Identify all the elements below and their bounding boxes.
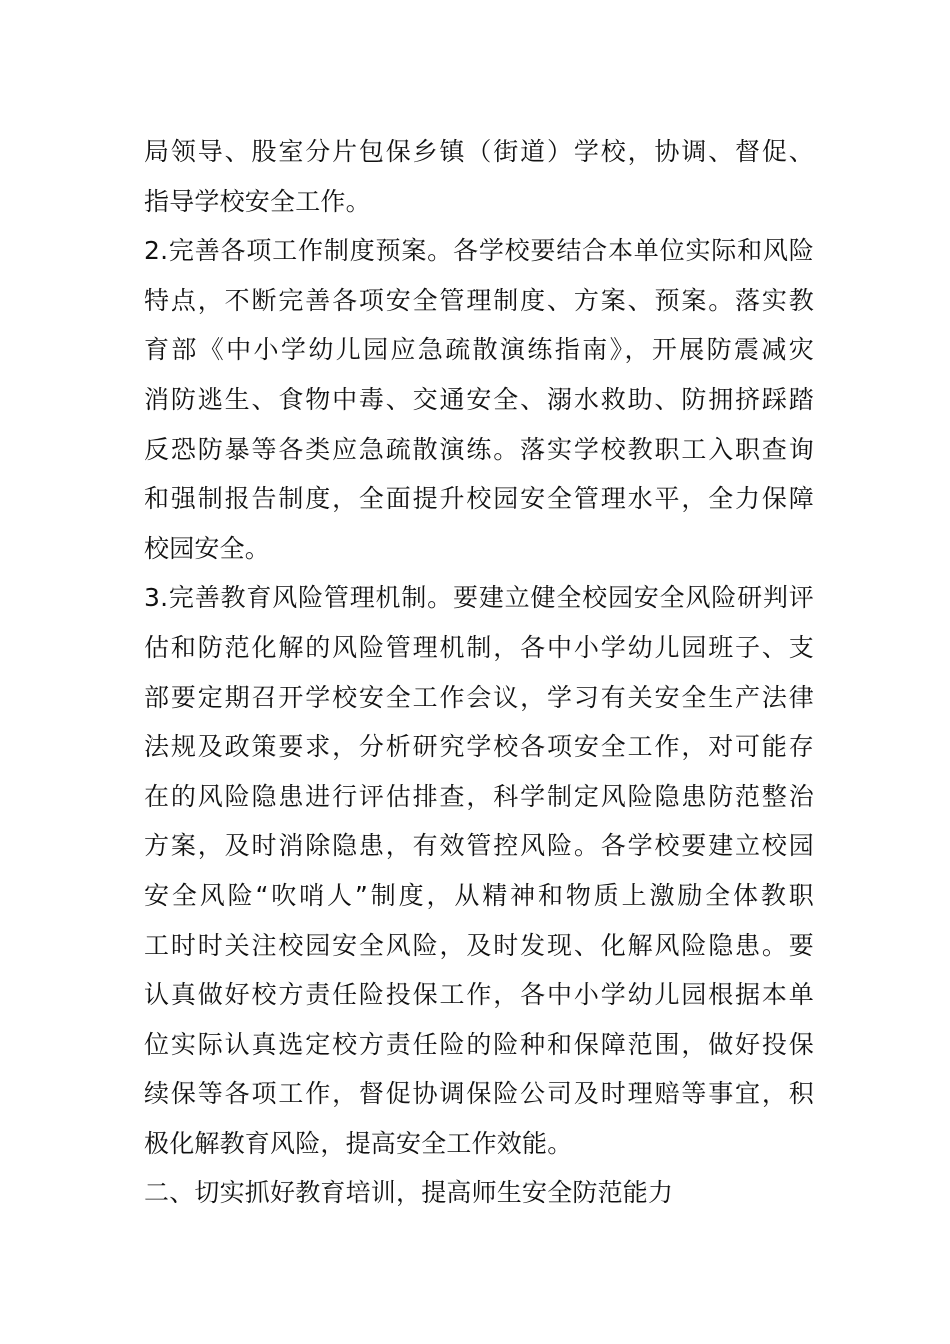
text-line: 工时时关注校园安全风险，及时发现、化解风险隐患。要 xyxy=(144,930,814,960)
body-text xyxy=(144,127,814,1218)
text-line: 续保等各项工作，督促协调保险公司及时理赔等事宜，积 xyxy=(144,1079,814,1109)
text-line: 法规及政策要求，分析研究学校各项安全工作，对可能存 xyxy=(144,732,814,762)
text-line: 部要定期召开学校安全工作会议，学习有关安全生产法律 xyxy=(144,682,814,712)
text-line: 局领导、股室分片包保乡镇（街道）学校，协调、督促、 xyxy=(144,137,814,166)
text-line: 特点，不断完善各项安全管理制度、方案、预案。落实教 xyxy=(144,285,814,315)
text-line: 位实际认真选定校方责任险的险种和保障范围，做好投保 xyxy=(144,1029,814,1059)
text-line: 方案，及时消除隐患，有效管控风险。各学校要建立校园 xyxy=(144,831,814,861)
text-line: 2.完善各项工作制度预案。各学校要结合本单位实际和风险 xyxy=(144,236,814,266)
text-line: 校园安全。 xyxy=(144,533,271,563)
text-line: 指导学校安全工作。 xyxy=(144,186,371,216)
text-line: 安全风险“吹哨人”制度，从精神和物质上激励全体教职 xyxy=(144,880,814,910)
text-line: 3.完善教育风险管理机制。要建立健全校园安全风险研判评 xyxy=(144,583,814,613)
text-line: 估和防范化解的风险管理机制，各中小学幼儿园班子、支 xyxy=(144,632,814,662)
text-line: 在的风险隐患进行评估排查，科学制定风险隐患防范整治 xyxy=(144,781,814,811)
text-line: 消防逃生、食物中毒、交通安全、溺水救助、防拥挤踩踏 xyxy=(144,384,814,414)
text-line: 和强制报告制度，全面提升校园安全管理水平，全力保障 xyxy=(144,484,814,514)
text-line: 反恐防暴等各类应急疏散演练。落实学校教职工入职查询 xyxy=(144,434,814,464)
text-line: 育部《中小学幼儿园应急疏散演练指南》，开展防震减灾 xyxy=(144,335,814,365)
text-line: 极化解教育风险，提高安全工作效能。 xyxy=(144,1128,573,1158)
section-heading: 二、切实抓好教育培训，提高师生安全防范能力 xyxy=(144,1178,674,1208)
text-line: 认真做好校方责任险投保工作，各中小学幼儿园根据本单 xyxy=(144,980,814,1010)
